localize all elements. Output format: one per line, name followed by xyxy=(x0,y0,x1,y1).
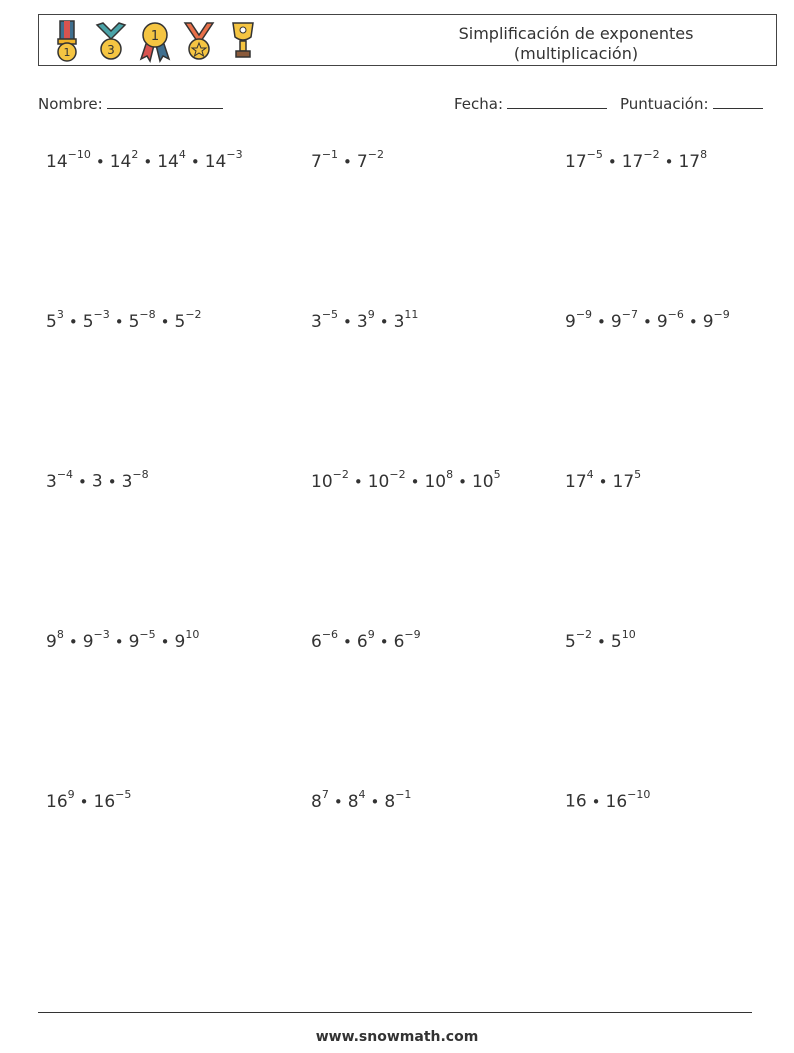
footer-divider xyxy=(38,1012,752,1013)
power-term xyxy=(174,308,202,332)
base: 3 xyxy=(91,471,103,492)
problem-3 xyxy=(565,150,707,172)
base: 10 xyxy=(424,471,447,492)
exponent: −1 xyxy=(395,788,412,801)
base: 14 xyxy=(109,151,132,172)
multiply-dot: • xyxy=(688,312,698,331)
problem-15 xyxy=(565,790,650,812)
multiply-dot: • xyxy=(343,152,352,171)
power-term xyxy=(311,628,339,652)
multiply-dot: • xyxy=(160,632,170,651)
exponent: −2 xyxy=(643,148,660,161)
exponent: −5 xyxy=(115,788,132,801)
base: 9 xyxy=(656,311,668,332)
multiply-dot: • xyxy=(68,312,78,331)
power-term xyxy=(109,148,139,172)
exponent: 8 xyxy=(56,628,64,641)
power-term xyxy=(204,148,243,172)
date-label: Fecha: xyxy=(454,95,504,113)
power-term xyxy=(82,628,110,652)
title-line-2: (multiplicación) xyxy=(513,44,639,63)
title-line-1: Simplificación de exponentes xyxy=(458,24,694,43)
base: 3 xyxy=(121,471,133,492)
base: 6 xyxy=(393,631,405,652)
medal-1-icon xyxy=(47,19,87,63)
multiply-dot: • xyxy=(190,152,200,171)
multiply-dot: • xyxy=(333,792,343,811)
problem-4 xyxy=(46,310,202,332)
base: 5 xyxy=(128,311,140,332)
multiply-dot: • xyxy=(597,312,606,331)
exponent: −6 xyxy=(321,628,339,641)
exponent: −2 xyxy=(575,628,593,641)
base: 9 xyxy=(82,631,94,652)
exponent: −2 xyxy=(185,308,202,321)
score-blank[interactable] xyxy=(713,94,763,109)
multiply-dot: • xyxy=(458,472,467,491)
exponent: 3 xyxy=(56,308,64,321)
base: 9 xyxy=(46,631,57,652)
exponent: 9 xyxy=(67,788,75,801)
exponent: −1 xyxy=(321,148,339,161)
worksheet-title xyxy=(446,24,706,64)
multiply-dot: • xyxy=(642,312,652,331)
score-label: Puntuación: xyxy=(620,95,709,113)
base: 9 xyxy=(565,311,576,332)
exponent: −5 xyxy=(139,628,156,641)
power-term xyxy=(565,792,587,812)
header-box xyxy=(38,14,777,66)
power-term xyxy=(46,788,75,812)
power-term xyxy=(157,148,186,172)
exponent: 4 xyxy=(178,148,186,161)
multiply-dot: • xyxy=(343,312,352,331)
multiply-dot: • xyxy=(597,632,606,651)
base: 9 xyxy=(174,631,186,652)
problem-1 xyxy=(46,150,243,172)
exponent: −3 xyxy=(93,308,110,321)
base: 10 xyxy=(367,471,390,492)
problem-6 xyxy=(565,310,730,332)
power-term xyxy=(424,468,454,492)
multiply-dot: • xyxy=(107,472,117,491)
power-term xyxy=(393,308,419,332)
power-term xyxy=(610,308,638,332)
base: 8 xyxy=(347,791,359,812)
power-term xyxy=(92,472,103,492)
exponent: −10 xyxy=(67,148,91,161)
medals-row xyxy=(47,19,263,63)
multiply-dot: • xyxy=(160,312,170,331)
multiply-dot: • xyxy=(379,632,389,651)
exponent: −5 xyxy=(586,148,603,161)
problem-7 xyxy=(46,470,149,492)
exponent: 11 xyxy=(404,308,419,321)
multiply-dot: • xyxy=(114,312,124,331)
base: 6 xyxy=(311,631,322,652)
base: 5 xyxy=(46,311,57,332)
base: 14 xyxy=(157,151,179,172)
base: 5 xyxy=(174,311,186,332)
base: 7 xyxy=(311,151,322,172)
base: 5 xyxy=(610,631,622,652)
problem-8 xyxy=(311,470,501,492)
medal-3-icon xyxy=(91,19,131,63)
exponent: −8 xyxy=(139,308,156,321)
multiply-dot: • xyxy=(343,632,352,651)
base: 3 xyxy=(393,311,405,332)
power-term xyxy=(621,148,660,172)
power-term xyxy=(565,468,594,492)
multiply-dot: • xyxy=(598,472,608,491)
exponent: 4 xyxy=(358,788,366,801)
exponent: −9 xyxy=(404,628,421,641)
base: 3 xyxy=(46,471,57,492)
exponent: 5 xyxy=(493,468,501,481)
power-term xyxy=(311,148,339,172)
exponent: 8 xyxy=(446,468,454,481)
power-term xyxy=(174,628,200,652)
multiply-dot: • xyxy=(79,792,89,811)
power-term xyxy=(471,468,501,492)
base: 10 xyxy=(311,471,333,492)
exponent: −4 xyxy=(56,468,74,481)
multiply-dot: • xyxy=(591,792,601,811)
power-term xyxy=(367,468,406,492)
base: 7 xyxy=(356,151,368,172)
exponent: −3 xyxy=(226,148,243,161)
power-term xyxy=(678,148,708,172)
power-term xyxy=(128,628,156,652)
base: 5 xyxy=(565,631,576,652)
base: 3 xyxy=(356,311,368,332)
power-term xyxy=(311,788,329,812)
exponent: −6 xyxy=(667,308,684,321)
problem-2 xyxy=(311,150,384,172)
base: 17 xyxy=(565,151,587,172)
base: 17 xyxy=(678,151,701,172)
multiply-dot: • xyxy=(370,792,380,811)
power-term xyxy=(347,788,366,812)
power-term xyxy=(311,468,349,492)
power-term xyxy=(356,148,384,172)
base: 5 xyxy=(82,311,94,332)
exponent: −9 xyxy=(575,308,593,321)
exponent: 9 xyxy=(367,308,375,321)
power-term xyxy=(565,308,593,332)
power-term xyxy=(46,468,74,492)
power-term xyxy=(46,148,91,172)
svg-text:1: 1 xyxy=(63,46,71,59)
multiply-dot: • xyxy=(353,472,363,491)
multiply-dot: • xyxy=(78,472,87,491)
power-term xyxy=(612,468,642,492)
multiply-dot: • xyxy=(68,632,78,651)
power-term xyxy=(46,308,64,332)
multiply-dot: • xyxy=(410,472,420,491)
problem-13 xyxy=(46,790,131,812)
base: 14 xyxy=(46,151,68,172)
exponent: −3 xyxy=(93,628,110,641)
power-term xyxy=(46,628,64,652)
power-term xyxy=(384,788,412,812)
problem-9 xyxy=(565,470,641,492)
base: 9 xyxy=(610,311,622,332)
exponent: 10 xyxy=(621,628,636,641)
base: 8 xyxy=(311,791,322,812)
problem-14 xyxy=(311,790,411,812)
power-term xyxy=(93,788,132,812)
power-term xyxy=(702,308,730,332)
base: 9 xyxy=(702,311,714,332)
footer-url: www.snowmath.com xyxy=(315,1029,479,1045)
date-blank[interactable] xyxy=(507,94,607,109)
base: 3 xyxy=(311,311,322,332)
base: 14 xyxy=(204,151,227,172)
svg-text:3: 3 xyxy=(107,43,115,57)
multiply-dot: • xyxy=(114,632,124,651)
power-term xyxy=(565,628,593,652)
base: 16 xyxy=(46,791,68,812)
power-term xyxy=(565,148,603,172)
power-term xyxy=(605,788,651,812)
base: 6 xyxy=(356,631,368,652)
power-term xyxy=(121,468,149,492)
base: 16 xyxy=(565,791,587,812)
power-term xyxy=(610,628,636,652)
name-label: Nombre: xyxy=(38,95,103,113)
exponent: 4 xyxy=(586,468,594,481)
power-term xyxy=(82,308,110,332)
power-term xyxy=(356,628,375,652)
base: 8 xyxy=(384,791,396,812)
power-term xyxy=(311,308,339,332)
multiply-dot: • xyxy=(607,152,617,171)
date-field xyxy=(454,94,607,113)
award-1-ribbon-icon xyxy=(135,19,175,63)
multiply-dot: • xyxy=(664,152,674,171)
power-term xyxy=(356,308,375,332)
exponent: −8 xyxy=(132,468,149,481)
problem-11 xyxy=(311,630,421,652)
base: 17 xyxy=(621,151,644,172)
exponent: −2 xyxy=(332,468,349,481)
problem-10 xyxy=(46,630,199,652)
base: 16 xyxy=(605,791,628,812)
exponent: 8 xyxy=(700,148,708,161)
exponent: −2 xyxy=(367,148,384,161)
name-blank[interactable] xyxy=(107,94,223,109)
multiply-dot: • xyxy=(143,152,153,171)
problem-5 xyxy=(311,310,418,332)
base: 10 xyxy=(471,471,494,492)
exponent: −5 xyxy=(321,308,339,321)
trophy-icon xyxy=(223,19,263,63)
exponent: −2 xyxy=(389,468,406,481)
name-field xyxy=(38,94,223,113)
base: 16 xyxy=(93,791,116,812)
exponent: 9 xyxy=(367,628,375,641)
multiply-dot: • xyxy=(379,312,389,331)
exponent: 5 xyxy=(634,468,642,481)
score-field xyxy=(620,94,763,113)
exponent: −10 xyxy=(627,788,651,801)
problem-12 xyxy=(565,630,636,652)
svg-text:1: 1 xyxy=(150,29,160,44)
exponent: 7 xyxy=(321,788,329,801)
power-term xyxy=(393,628,421,652)
power-term xyxy=(656,308,684,332)
exponent: 2 xyxy=(131,148,139,161)
base: 17 xyxy=(565,471,587,492)
medal-star-icon xyxy=(179,19,219,63)
exponent: −7 xyxy=(621,308,638,321)
exponent: 10 xyxy=(185,628,200,641)
base: 9 xyxy=(128,631,140,652)
exponent: −9 xyxy=(713,308,730,321)
multiply-dot: • xyxy=(95,152,105,171)
power-term xyxy=(128,308,156,332)
base: 17 xyxy=(612,471,635,492)
